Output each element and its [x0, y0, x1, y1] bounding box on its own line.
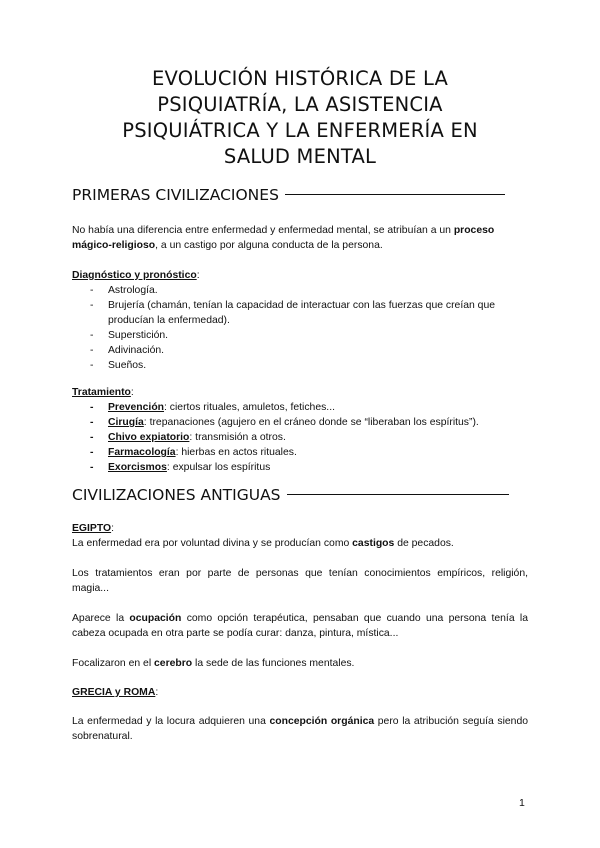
- greece-rome-colon: :: [155, 687, 159, 698]
- intro-text: No había una diferencia entre enfermedad y enfermedad mental, se atribuían a un: [72, 225, 454, 236]
- list-dash: -: [90, 285, 94, 296]
- section-heading-primeras-civilizaciones: [72, 186, 505, 204]
- egypt-label: [72, 521, 528, 536]
- treatment-label-text: Tratamiento: [72, 387, 131, 398]
- section-heading-civilizaciones-antiguas: [72, 486, 509, 504]
- list-item-text: Sueños.: [108, 360, 147, 371]
- diagnosis-label-text: Diagnóstico y pronóstico: [72, 270, 197, 281]
- greece-rome-label: [72, 685, 528, 700]
- bold-term: concepción orgánica: [269, 716, 375, 727]
- heading-rule: [287, 494, 509, 495]
- treatment-term: Chivo expiatorio: [108, 432, 190, 443]
- paragraph-text: La enfermedad y la locura adquieren una: [72, 716, 270, 727]
- paragraph-text: como opción terapéutica, pensaban que cuando una persona tenía la cabeza ocupada en otra parte se podía curar: danza, pintura, mística...: [72, 613, 528, 639]
- diagnosis-colon: :: [196, 270, 200, 281]
- list-item: [90, 415, 530, 430]
- list-item: [90, 298, 530, 328]
- bold-term: cerebro: [154, 658, 193, 669]
- list-item: [90, 343, 530, 358]
- page-number: 1: [519, 797, 525, 809]
- list-dash: -: [90, 300, 94, 311]
- list-item: [90, 430, 530, 445]
- bold-term: ocupación: [129, 613, 182, 624]
- treatment-desc: : transmisión a otros.: [189, 432, 286, 443]
- treatment-term: Prevención: [108, 402, 165, 413]
- list-dash: -: [90, 417, 94, 428]
- list-dash: -: [90, 447, 94, 458]
- paragraph-text: pero la atribución seguía siendo sobrenatural.: [72, 716, 529, 742]
- list-dash: -: [90, 345, 94, 356]
- list-item: [90, 328, 530, 343]
- treatment-desc: : expulsar los espíritus: [166, 462, 271, 473]
- intro-text-end: , a un castigo por alguna conducta de la persona.: [155, 240, 383, 251]
- egypt-paragraph-4: [72, 656, 528, 671]
- treatment-colon: :: [130, 387, 134, 398]
- title-line-2: PSIQUIATRÍA, LA ASISTENCIA: [157, 93, 443, 116]
- intro-bold-term: proceso mágico-religioso: [72, 225, 495, 251]
- list-dash: -: [90, 330, 94, 341]
- list-item: [90, 460, 530, 475]
- treatment-label: [72, 385, 528, 400]
- treatment-term: Farmacología: [108, 447, 176, 458]
- paragraph-text: de pecados.: [394, 538, 454, 549]
- title-line-4: SALUD MENTAL: [223, 145, 377, 168]
- paragraph-text: Focalizaron en el: [72, 658, 155, 669]
- egypt-paragraph-3: [72, 611, 528, 641]
- list-dash: -: [90, 360, 94, 371]
- title-line-3: PSIQUIÁTRICA Y LA ENFERMERÍA EN: [122, 119, 478, 142]
- paragraph-text: la sede de las funciones mentales.: [192, 658, 355, 669]
- treatment-desc: : hierbas en actos rituales.: [175, 447, 297, 458]
- list-item: [90, 358, 530, 373]
- list-item-text: Astrología.: [108, 285, 158, 296]
- list-dash: -: [90, 462, 94, 473]
- egypt-label-text: EGIPTO: [72, 523, 112, 534]
- diagnosis-list: [90, 283, 530, 373]
- list-item-text: Brujería (chamán, tenían la capacidad de interactuar con las fuerzas que creían que producían la enfermedad).: [108, 300, 495, 326]
- list-dash: -: [90, 432, 94, 443]
- paragraph-text: Aparece la: [72, 613, 130, 624]
- egypt-paragraph-2: Los tratamientos eran por parte de personas que tenían conocimientos empíricos, religión, magia...: [72, 568, 528, 594]
- list-item: [90, 445, 530, 460]
- list-item: [90, 400, 530, 415]
- treatment-desc: : ciertos rituales, amuletos, fetiches...: [164, 402, 335, 413]
- list-item-text: Adivinación.: [108, 345, 165, 356]
- diagnosis-label: [72, 268, 528, 283]
- egypt-paragraph-1: [72, 536, 528, 551]
- title-line-1: EVOLUCIÓN HISTÓRICA DE LA: [151, 67, 449, 90]
- greece-rome-label-text: GRECIA y ROMA: [72, 687, 156, 698]
- section-heading-text: CIVILIZACIONES ANTIGUAS: [72, 486, 281, 504]
- document-title: [70, 66, 530, 170]
- intro-paragraph: [72, 223, 528, 253]
- treatment-term: Exorcismos: [108, 462, 167, 473]
- list-dash: -: [90, 402, 94, 413]
- bold-term: castigos: [352, 538, 395, 549]
- heading-rule: [285, 194, 505, 195]
- egypt-colon: :: [111, 523, 114, 534]
- paragraph-text: La enfermedad era por voluntad divina y se producían como: [72, 538, 353, 549]
- treatment-term: Cirugía: [108, 417, 144, 428]
- list-item-text: Superstición.: [108, 330, 169, 341]
- list-item: [90, 283, 530, 298]
- greece-rome-paragraph: [72, 714, 528, 744]
- treatment-list: [90, 400, 530, 475]
- treatment-desc: : trepanaciones (agujero en el cráneo donde se “liberaban los espíritus”).: [143, 417, 479, 428]
- section-heading-text: PRIMERAS CIVILIZACIONES: [72, 186, 279, 204]
